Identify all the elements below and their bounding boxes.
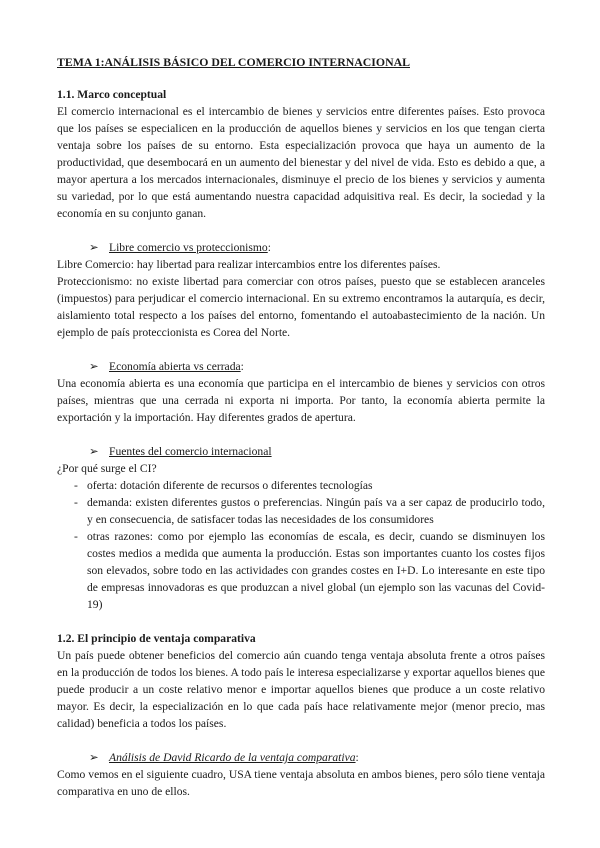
economia-abierta-paragraph: Una economía abierta es una economía que participa en el intercambio de bienes y servicios con otros países, mientras que una cerrada ni exporta ni importa. Por tanto, la economía abierta permite la exportación y la importación. Hay diferentes grados de apertura. <box>57 377 545 424</box>
fuentes-list <box>57 477 545 613</box>
bullet-heading: Economía abierta vs cerrada <box>109 360 241 373</box>
bullet-heading: Libre comercio vs proteccionismo <box>109 241 268 254</box>
bullet-heading: Análisis de David Ricardo de la ventaja comparativa <box>109 751 356 764</box>
section-2-paragraph: Un país puede obtener beneficios del comercio aún cuando tenga ventaja absoluta frente a otros países en la producción de todos los bienes. A todo país le interesa especializarse y exportar aquellos bienes que puede producir a un coste relativo menor e importar aquellos bienes que produce a un coste relativo mayor. Es decir, la especialización en lo que cada país hace relativamente mejor (menor precio, mas calidad) beneficia a todos los países. <box>57 649 545 730</box>
bullet-libre-comercio: ➢ Libre comercio vs proteccionismo: <box>89 241 271 254</box>
libre-comercio-definition: Libre Comercio: hay libertad para realizar intercambios entre los diferentes países. <box>57 258 441 271</box>
list-item: - otras razones: como por ejemplo las economías de escala, es decir, cuando se disminuyen los costes medios a medida que aumenta la producción. Estas son importantes cuanto los costes fijos son elevados, sobre todo en las actividades con grandes costes en I+D. Lo interesante en este tipo de empresas innovadoras es que produzcan a nivel global (un ejemplo son las vacunas del Covid-19) <box>74 530 545 611</box>
document-title: TEMA 1:ANÁLISIS BÁSICO DEL COMERCIO INTERNACIONAL <box>57 55 410 69</box>
bullet-economia-abierta: ➢ Economía abierta vs cerrada: <box>89 360 244 373</box>
david-ricardo-paragraph: Como vemos en el siguiente cuadro, USA tiene ventaja absoluta en ambos bienes, pero sólo tiene ventaja comparativa en uno de ellos. <box>57 768 545 798</box>
bullet-heading: Fuentes del comercio internacional <box>109 445 272 458</box>
bullet-david-ricardo: ➢ Análisis de David Ricardo de la ventaja comparativa: <box>89 751 359 764</box>
list-item: - oferta: dotación diferente de recursos o diferentes tecnologías <box>74 479 373 492</box>
fuentes-question: ¿Por qué surge el CI? <box>57 462 157 475</box>
arrow-bullet-icon: ➢ <box>89 360 99 373</box>
proteccionismo-definition: Proteccionismo: no existe libertad para comerciar con otros países, puesto que se establecen aranceles (impuestos) para perjudicar el comercio internacional. En su extremo encontramos la autarquía, es decir, aislamiento total respecto a los países del entorno, fomentando el autoabastecimiento de la nación. Un ejemplo de país proteccionista es Corea del Norte. <box>57 275 545 339</box>
section-1-heading: 1.1. Marco conceptual <box>57 88 167 101</box>
list-item: - demanda: existen diferentes gustos o preferencias. Ningún país va a ser capaz de producirlo todo, y en consecuencia, de satisfacer todas las necesidades de los consumidores <box>74 496 545 526</box>
arrow-bullet-icon: ➢ <box>89 241 99 254</box>
arrow-bullet-icon: ➢ <box>89 751 99 764</box>
arrow-bullet-icon: ➢ <box>89 445 99 458</box>
section-1-intro: El comercio internacional es el intercambio de bienes y servicios entre diferentes países. Esto provoca que los países se especialicen en la producción de aquellos bienes y servicios en los que tengan cierta ventaja sobre los países de su entorno. Esta especialización provoca que haya un aumento de la productividad, que desembocará en un aumento del bienestar y del nivel de vida. Esto es debido a que, a mayor apertura a los mercados internacionales, disminuye el precio de los bienes y servicios y aumenta su variedad, por lo que está aumentando nuestra capacidad adquisitiva real. Es decir, la sociedad y la economía en su conjunto ganan. <box>57 105 545 220</box>
section-2-heading: 1.2. El principio de ventaja comparativa <box>57 632 256 645</box>
bullet-fuentes <box>89 443 545 460</box>
